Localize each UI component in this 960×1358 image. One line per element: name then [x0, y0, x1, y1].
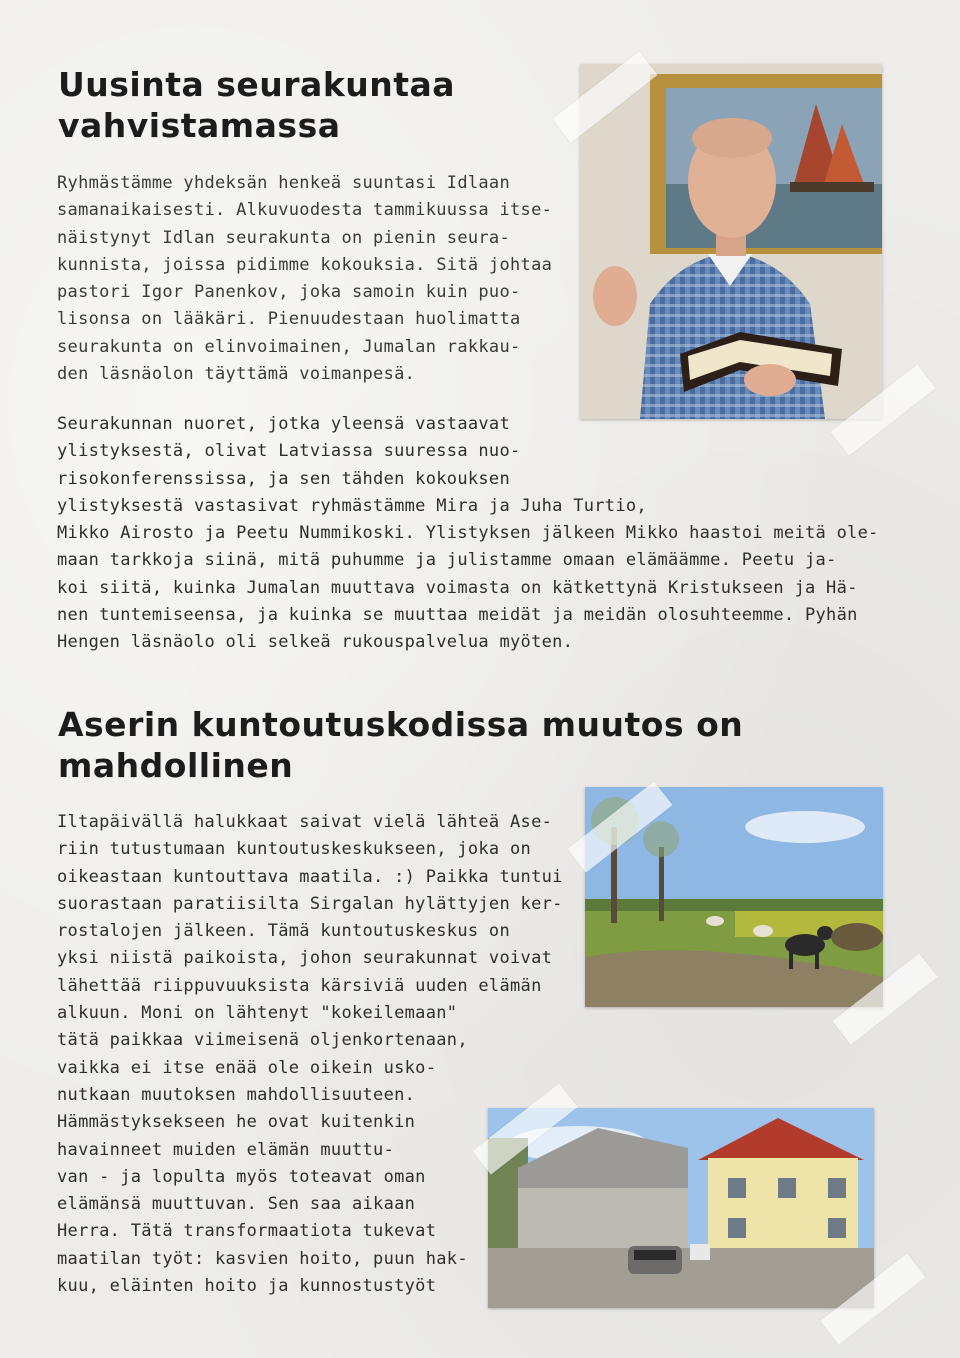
text-line: näistynyt Idlan seurakunta on pienin seura- — [57, 227, 510, 248]
text-line: riin tutustumaan kuntoutuskeskukseen, joka on — [57, 839, 532, 860]
text-line: ylistyksestä, olivat Latviassa suuressa nuo- — [57, 441, 521, 462]
section1-paragraph2 — [57, 411, 879, 657]
text-line: samanaikaisesti. Alkuvuodesta tammikuussa itse- — [57, 200, 553, 221]
text-line: tätä paikkaa viimeisenä oljenkortenaan, — [57, 1030, 468, 1051]
text-line: kunnista, joissa pidimme kokouksia. Sitä johtaa — [57, 254, 553, 275]
pastor-photo-illustration — [580, 64, 882, 419]
text-line: Hämmästyksekseen he ovat kuitenkin — [57, 1112, 416, 1133]
heading-line: Uusinta seurakuntaa — [58, 65, 456, 104]
text-line: maatilan työt: kasvien hoito, puun hak- — [57, 1248, 468, 1269]
text-line: Hengen läsnäolo oli selkeä rukouspalvelua myöten. — [57, 632, 574, 653]
text-line: Seurakunnan nuoret, jotka yleensä vastaavat — [57, 414, 510, 434]
text-line: van - ja lopulta myös toteavat oman — [57, 1166, 426, 1187]
text-line: Ryhmästämme yhdeksän henkeä suuntasi Idlaan — [57, 173, 510, 193]
section1-heading — [58, 64, 538, 146]
text-line: Mikko Airosto ja Peetu Nummikoski. Ylistyksen jälkeen Mikko haastoi meitä ole- — [57, 523, 879, 544]
text-line: kuu, eläinten hoito ja kunnostustyöt — [57, 1276, 437, 1297]
text-line: yksi niistä paikoista, johon seurakunnat voivat — [57, 948, 553, 969]
text-line: Iltapäivällä halukkaat saivat vielä lähteä Ase- — [57, 812, 553, 832]
text-line: alkuun. Moni on lähtenyt "kokeilemaan" — [57, 1003, 458, 1024]
text-line: pastori Igor Panenkov, joka samoin kuin puo- — [57, 282, 521, 303]
text-line: seurakunta on elinvoimainen, Jumalan rakkau- — [57, 336, 521, 357]
text-line: lisonsa on lääkäri. Pienuudestaan huolimatta — [57, 309, 521, 330]
heading-line: vahvistamassa — [58, 106, 341, 145]
pastor-photo — [580, 64, 882, 419]
text-line: nen tuntemiseensa, ja kuinka se muuttaa meidät ja meidän olosuhteemme. Pyhän — [57, 605, 858, 626]
text-line: ylistyksestä vastasivat ryhmästämme Mira ja Juha Turtio, — [57, 495, 647, 516]
text-line: oikeastaan kuntouttava maatila. :) Paikka tuntui — [57, 866, 563, 887]
text-line: koi siitä, kuinka Jumalan muuttava voimasta on kätkettynä Kristukseen ja Hä- — [57, 577, 858, 598]
text-line: risokonferenssissa, ja sen tähden kokouksen — [57, 468, 510, 489]
text-line: elämänsä muuttuvan. Sen saa aikaan — [57, 1194, 416, 1215]
farmhouse-illustration — [488, 1108, 874, 1308]
text-line: lähettää riippuvuuksista kärsiviä uuden elämän — [57, 975, 542, 996]
section2-heading — [58, 704, 878, 786]
section1-paragraph1 — [57, 170, 552, 388]
text-line: maan tarkkoja siinä, mitä puhumme ja julistamme omaan elämäämme. Peetu ja- — [57, 550, 837, 571]
text-line: rostalojen jälkeen. Tämä kuntoutuskeskus on — [57, 921, 510, 942]
heading-line: Aserin kuntoutuskodissa muutos on — [58, 705, 744, 744]
text-line: havainneet muiden elämän muuttu- — [57, 1139, 395, 1160]
section2-paragraph — [57, 809, 563, 1300]
text-line: Herra. Tätä transformaatiota tukevat — [57, 1221, 437, 1242]
text-line: vaikka ei itse enää ole oikein usko- — [57, 1057, 437, 1078]
farmhouse-photo — [488, 1108, 874, 1308]
text-line: suorastaan paratiisilta Sirgalan hylättyjen ker- — [57, 893, 563, 914]
heading-line: mahdollinen — [58, 746, 294, 785]
text-line: den läsnäolon täyttämä voimanpesä. — [57, 364, 416, 385]
text-line: nutkaan muutoksen mahdollisuuteen. — [57, 1084, 416, 1105]
